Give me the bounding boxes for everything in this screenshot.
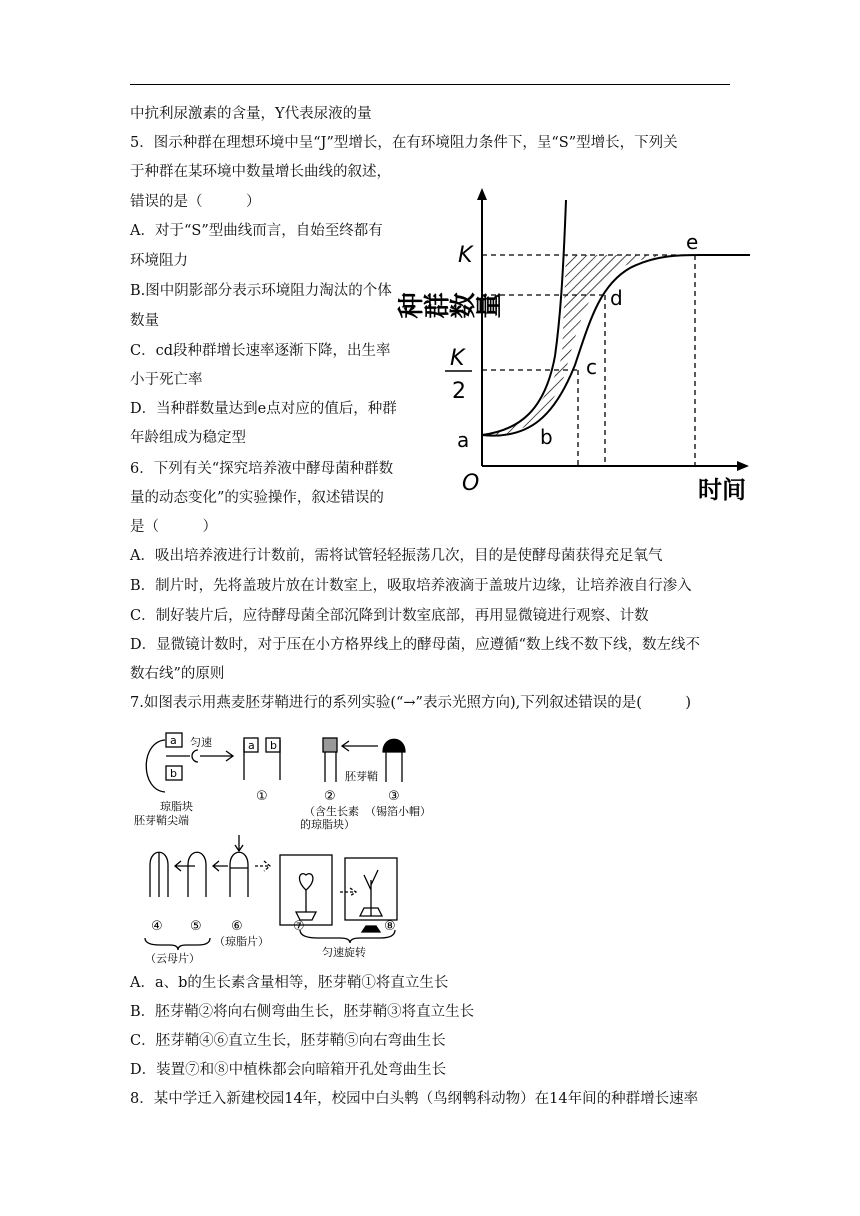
y-axis-label: 种群数量	[397, 293, 501, 323]
option-a: A．对于“S”型曲线而言，自始至终都有	[130, 223, 383, 239]
hatched-region	[482, 255, 690, 435]
label-fig-b: b	[270, 739, 277, 752]
y-axis-arrow	[477, 188, 487, 200]
half-k-num: K	[450, 346, 465, 371]
option-c: C．制好装片后，应待酵母菌全部沉降到计数室底部，再用显微镜进行观察、计数	[130, 608, 649, 624]
question-5: 5．图示种群在理想环境中呈“J”型增长，在有环境阻力条件下，呈“S”型增长，下列关	[130, 135, 678, 151]
x-axis-arrow	[737, 461, 749, 471]
label-agar: 琼脂块	[160, 800, 193, 813]
label-auxin-1: （含生长素	[304, 805, 359, 818]
label-tip: 胚芽鞘尖端	[134, 814, 189, 827]
option-c: C．cd段种群增长速率逐渐下降，出生率	[130, 343, 391, 359]
coleoptile-experiment-figure	[130, 720, 430, 970]
coleoptile-tip	[146, 740, 165, 792]
s-curve	[482, 255, 750, 436]
text-line: 量的动态变化”的实验操作，叙述错误的	[130, 490, 384, 506]
text-line: 数量	[130, 313, 159, 329]
label-foil: （锡箔小帽）	[365, 805, 431, 818]
label-agar-slice: （琼脂片）	[214, 935, 269, 948]
arrow-right	[200, 751, 233, 761]
question-7: 7.如图表示用燕麦胚芽鞘进行的系列实验(“→”表示光照方向),下列叙述错误的是( )	[130, 695, 692, 711]
option-b: B.图中阴影部分表示环境阻力淘汰的个体	[130, 283, 392, 299]
text-line: 于种群在某环境中数量增长曲线的叙述，	[130, 164, 391, 180]
label-5: ⑤	[190, 919, 202, 934]
option-a: A．吸出培养液进行计数前，需将试管轻轻振荡几次，目的是使酵母菌获得充足氧气	[130, 548, 663, 564]
question-8: 8．某中学迁入新建校园14年，校园中白头鹎（鸟纲鹎科动物）在14年间的种群增长速率	[130, 1091, 699, 1107]
label-6: ⑥	[231, 919, 243, 934]
header-rule	[130, 84, 730, 85]
label-rotate: 匀速旋转	[322, 946, 366, 959]
label-4: ④	[151, 919, 163, 934]
label-auxin-2: 的琼脂块）	[300, 818, 355, 831]
text-line: 错误的是（ ）	[130, 194, 261, 210]
point-e-label: e	[686, 230, 699, 254]
option-d: D．装置⑦和⑧中植株都会向暗箱开孔处弯曲生长	[130, 1062, 447, 1078]
text-line: 年龄组成为稳定型	[130, 430, 246, 446]
label-3: ③	[388, 789, 400, 804]
text-line: 环境阻力	[130, 253, 188, 269]
option-a: A．a、b的生长素含量相等，胚芽鞘①将直立生长	[130, 975, 449, 991]
option-b: B．制片时，先将盖玻片放在计数室上，吸取培养液滴于盖玻片边缘，让培养液自行渗入	[130, 578, 692, 594]
population-growth-graph	[397, 180, 760, 515]
k-label: K	[458, 243, 473, 268]
point-a-label: a	[457, 428, 470, 452]
label-coleoptile: 胚芽鞘	[345, 770, 378, 783]
question-6: 6．下列有关“探究培养液中酵母菌种群数	[130, 461, 394, 477]
label-1: ①	[256, 789, 268, 804]
text-line: 小于死亡率	[130, 372, 203, 388]
option-b: B．胚芽鞘②将向右侧弯曲生长，胚芽鞘③将直立生长	[130, 1004, 475, 1020]
point-c-label: c	[586, 355, 597, 379]
option-c: C．胚芽鞘④⑥直立生长，胚芽鞘⑤向右弯曲生长	[130, 1033, 446, 1049]
label-b: b	[170, 767, 177, 780]
text-line: 是（ ）	[130, 519, 217, 535]
option-d: D．当种群数量达到e点对应的值后，种群	[130, 401, 397, 417]
text-line: 数右线”的原则	[130, 666, 225, 682]
origin-label: O	[462, 471, 480, 496]
label-mica: （云母片）	[145, 952, 200, 965]
label-fig-a: a	[248, 739, 255, 752]
label-8: ⑧	[384, 919, 396, 934]
label-speed: 匀速	[190, 736, 212, 749]
option-d: D．显微镜计数时，对于压在小方格界线上的酵母菌，应遵循“数上线不数下线，数左线不	[130, 637, 701, 653]
text-line: 中抗利尿激素的含量，Y代表尿液的量	[130, 106, 372, 122]
point-b-label: b	[540, 425, 553, 449]
label-2: ②	[324, 789, 336, 804]
label-7: ⑦	[293, 919, 305, 934]
half-k-den: 2	[452, 379, 466, 404]
label-a: a	[170, 734, 177, 747]
x-axis-label: 时间	[698, 476, 746, 504]
point-d-label: d	[610, 286, 623, 310]
